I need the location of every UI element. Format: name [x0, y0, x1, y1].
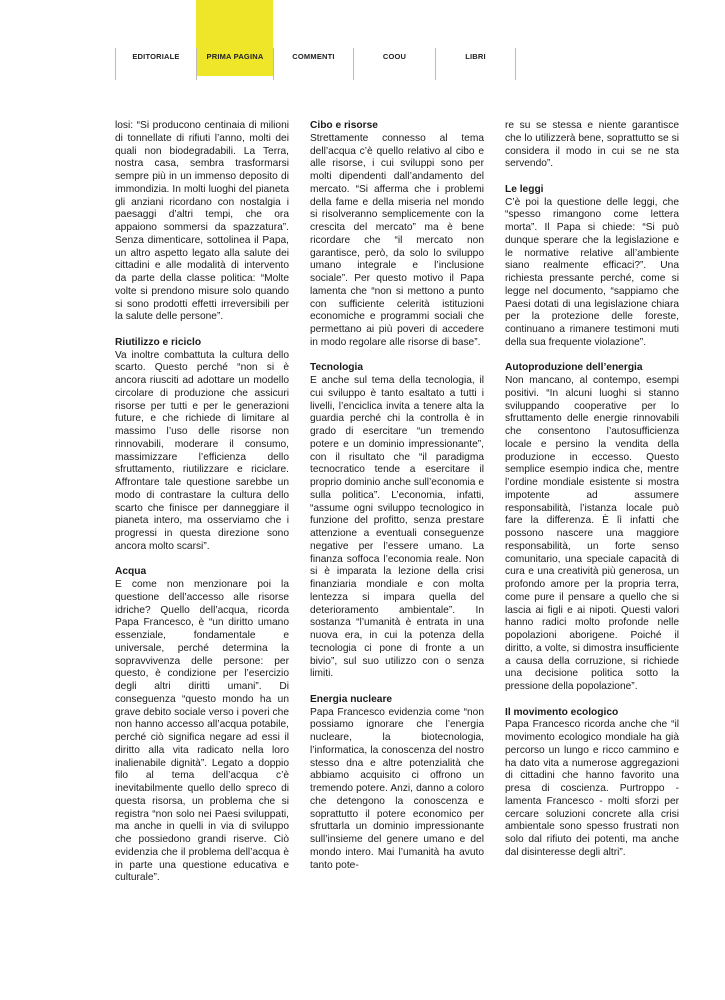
article-column-1: [115, 120, 289, 885]
paragraph-movimento: Papa Francesco ricorda anche che “il movimento ecologico mondiale ha già percorso un lungo e ricco cammino e ha dato vita a numerose aggregazioni di cittadini che hanno favorito una presa di coscienza. Purtroppo - lamenta Francesco - molti sforzi per cercare soluzioni concrete alla crisi ambientale sono spesso frustrati non solo dal rifiuto dei potenti, ma anche dal disinteresse degli altri”.: [505, 719, 679, 858]
nav-item-editoriale[interactable]: EDITORIALE: [115, 48, 196, 80]
article-column-3: [505, 120, 679, 860]
nav-item-prima-pagina[interactable]: PRIMA PAGINA: [196, 48, 273, 80]
top-navigation: [0, 0, 725, 80]
heading-cibo: Cibo e risorse: [310, 120, 378, 131]
heading-energia: Energia nucleare: [310, 693, 393, 705]
nav-item-coou[interactable]: COOU: [353, 48, 435, 80]
article-column-2: [310, 120, 484, 872]
paragraph-tecnologia: E anche sul tema della tecnologia, il cui sviluppo è tanto esaltato a tutti i livelli, l’enciclica invita a tenere alta la guardia perché chi la controlla è in grado di esercitare “un tremendo potere e un dominio impressionante”, con il risultato che “il paradigma tecnocratico tende a esercitare il proprio dominio anche sull’economia e sulla politica”. L’economia, infatti, “assume ogni sviluppo tecnologico in funzione del profitto, senza prestare attenzione a eventuali conseguenze negative per l’essere umano. La finanza soffoca l’economia reale. Non si è imparata la lezione della crisi finanziaria mondiale e con molta lentezza si impara quella del deterioramento ambientale”. In sostanza “l’umanità è entrata in una nuova era, in cui la potenza della tecnologia ci pone di fronte a un bivio”, sul suo utilizzo con o senza limiti.: [310, 375, 484, 680]
paragraph-leggi: C’è poi la questione delle leggi, che “spesso rimangono come lettera morta”. Il Papa si chiede: “Si può dunque sperare che la legislazione e le normative relative all’ambiente siano realmente efficaci?”. Una richiesta pressante perché, come si legge nel documento, “sappiamo che Paesi dotati di una legislazione chiara per la protezione delle foreste, continuano a rimanere testimoni muti della sua frequente violazione”.: [505, 196, 679, 348]
heading-acqua: Acqua: [115, 566, 147, 578]
paragraph-acqua: E come non menzionare poi la questione dell’accesso alle risorse idriche? Quello dell’acqua, ricorda Papa Francesco, è “un diritto umano essenziale, fondamentale e universale, perché determina la sopravvivenza delle persone: per questo, è condizione per l’esercizio degli altri diritti umani”. Di conseguenza “questo mondo ha un grave debito sociale verso i poveri che non hanno accesso all’acqua potabile, perché ciò significa negare ad essi il diritto alla vita radicato nella loro inalienabile dignità”. Legato a doppio filo al tema dell’acqua c’è inevitabilmente quello dello spreco di questa risorsa, un problema che si registra “non solo nei Paesi sviluppati, ma anche in quelli in via di sviluppo che possiedono grandi riserve. Ciò evidenzia che il problema dell’acqua è in parte una questione educativa e culturale”.: [115, 579, 289, 884]
heading-tecnologia: Tecnologia: [310, 362, 364, 374]
heading-leggi: Le leggi: [505, 183, 544, 195]
nav-item-commenti[interactable]: COMMENTI: [273, 48, 353, 80]
paragraph-riutilizzo: Va inoltre combattuta la cultura dello scarto. Questo perché “non si è ancora riusciti ad adottare un modello circolare di produzione che assicuri risorse per tutti e per le generazioni future, e che richiede di limitare al massimo l’uso delle risorse non rinnovabili, moderare il consumo, massimizzare l’efficienza dello sfruttamento, riutilizzare e riciclare. Affrontare tale questione sarebbe un modo di contrastare la cultura dello scarto che finisce per danneggiare il pianeta intero, ma osserviamo che i progressi in questa direzione sono ancora molto scarsi”.: [115, 349, 289, 552]
nav-item-libri[interactable]: LIBRI: [435, 48, 516, 80]
paragraph-continuation: re su se stessa e niente garantisce che lo utilizzerà bene, soprattutto se si considera il modo in cui se ne sta servendo”.: [505, 120, 679, 170]
heading-riutilizzo: Riutilizzo e riciclo: [115, 336, 202, 348]
paragraph-energia: Papa Francesco evidenzia come “non possiamo ignorare che l’energia nucleare, la biotecnologia, l’informatica, la conoscenza del nostro stesso dna e altre potenzialità che abbiamo acquisito ci offrono un tremendo potere. Anzi, danno a coloro che detengono la conoscenza e soprattutto il potere economico per sfruttarla un dominio impressionante sull’insieme del genere umano e del mondo intero. Mai l’umanità ha avuto tanto pote-: [310, 706, 484, 871]
paragraph-intro: losi: “Si producono centinaia di milioni di tonnellate di rifiuti l’anno, molti dei quali non biodegradabili. La Terra, nostra casa, sembra trasformarsi sempre più in un immenso deposito di immondizia. In molti luoghi del pianeta gli anziani ricordano con nostalgia i paesaggi d’altri tempi, che ora appaiono sommersi da spazzatura”. Senza dimenticare, sottolinea il Papa, un altro aspetto legato alla salute dei cittadini e alle modalità di intervento da parte della classe politica: “Molte volte si prendono misure solo quando si sono prodotti effetti irreversibili per la salute delle persone”.: [115, 120, 289, 323]
heading-movimento: Il movimento ecologico: [505, 706, 619, 718]
paragraph-autoproduzione: Non mancano, al contempo, esempi positivi. “In alcuni luoghi si stanno sviluppando cooperative per lo sfruttamento delle energie rinnovabili che consentono l’autosufficienza locale e persino la vendita della produzione in eccesso. Questo semplice esempio indica che, mentre l’ordine mondiale esistente si mostra impotente ad assumere responsabilità, l’istanza locale può fare la differenza. È lì infatti che possono nascere una maggiore responsabilità, un forte senso comunitario, una speciale capacità di cura e una creatività più generosa, un profondo amore per la propria terra, come pure il pensare a quello che si lascia ai figli e ai nipoti. Questi valori hanno radici molto profonde nelle popolazioni aborigene. Poiché il diritto, a volte, si dimostra insufficiente a causa della corruzione, si richiede una decisione politica sotto la pressione della popolazione”.: [505, 375, 679, 692]
heading-autoproduzione: Autoproduzione dell’energia: [505, 362, 643, 374]
paragraph-cibo: Strettamente connesso al tema dell’acqua c’è quello relativo al cibo e alle risorse, i cui sviluppi sono per molti dipendenti dall’andamento del mercato. “Si afferma che i problemi della fame e della miseria nel mondo si risolveranno semplicemente con la crescita del mercato” ma è bene ricordare che “il mercato non garantisce, però, da solo lo sviluppo umano integrale e l’inclusione sociale”. Per questo motivo il Papa lamenta che “non si mettono a punto con sufficiente celerità istituzioni economiche e programmi sociali che permettano ai più poveri di accedere in modo regolare alle risorse di base”.: [310, 132, 484, 348]
